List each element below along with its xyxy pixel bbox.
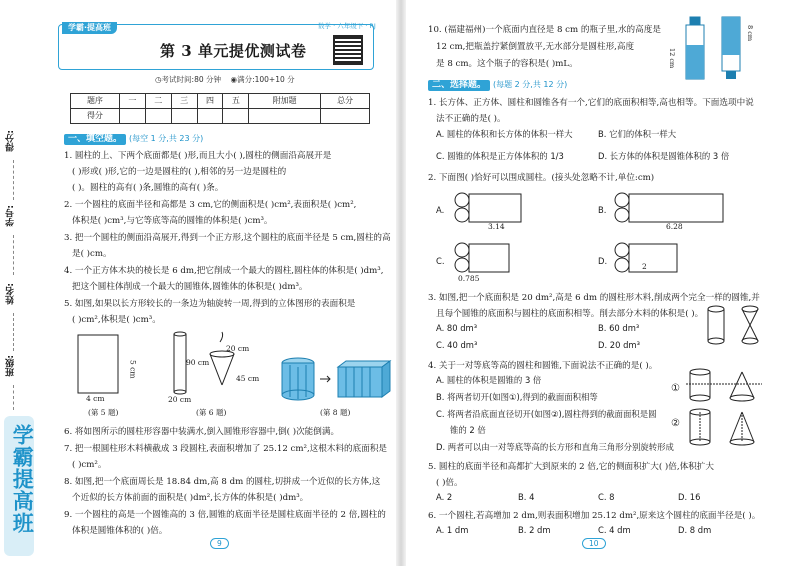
score-label: 得分: (6, 130, 16, 152)
choice-2-option-a[interactable]: A. (436, 205, 445, 215)
dashed-line (13, 235, 14, 275)
grade-tag: 数学 · 六年级下 · RJ (318, 22, 376, 30)
qr-code-icon (333, 35, 363, 65)
table-row-label: 得分 (71, 109, 120, 124)
question-4-line-1: 4. 一个正方体木块的棱长是 6 dm,把它削成一个最大的圆柱,圆柱体的体积是( )dm³, (64, 266, 384, 276)
choice-3-line-1: 3. 如图,把一个底面积是 20 dm²,高是 6 dm 的圆柱形木料,削成两个完全一样的圆锥,并 (428, 293, 760, 303)
table-header: 二 (145, 94, 171, 109)
choice-6-option-b[interactable]: B. 2 dm (518, 525, 551, 535)
figure-6-cone-height: 45 cm (236, 374, 260, 383)
exam-time: ◷考试时间:80 分钟 (155, 75, 221, 84)
choice-5-line-1: 5. 圆柱的底面半径和高都扩大到原来的 2 倍,它的侧面积扩大( )倍,体积扩大 (428, 462, 714, 472)
choice-3-cylinder-cones (706, 305, 766, 345)
figure-6-cylinder-cone (160, 330, 250, 405)
choice-1-line-2: 法不正确的是( )。 (436, 114, 506, 124)
page-number-right: 10 (582, 538, 606, 549)
table-header: 四 (197, 94, 223, 109)
choice-2-option-c[interactable]: C. (436, 256, 445, 266)
class-label: 班级: (6, 355, 16, 377)
choice-6-option-a[interactable]: A. 1 dm (436, 525, 469, 535)
student-info-strip (0, 0, 38, 566)
question-5-line-2: ( )cm²,体积是( )cm³。 (72, 315, 161, 325)
figure-6-cylinder-height: 90 cm (186, 358, 210, 367)
figure-5-width: 4 cm (86, 394, 105, 403)
choice-5-option-a[interactable]: A. 2 (436, 492, 453, 502)
choice-3-line-2: 且每个圆锥的底面积与圆柱的底面积相等。削去部分木料的体积是( )。 (436, 309, 704, 319)
question-9-line-2: 体积是圆锥体积的( )倍。 (72, 526, 168, 536)
caption-figure-8: (第 8 题) (320, 408, 351, 417)
choice-1-option-d[interactable]: D. 长方体的体积是圆锥体积的 3 倍 (598, 151, 730, 161)
choice-5-line-2: ( )倍。 (436, 478, 463, 488)
table-header: 附加题 (249, 94, 321, 109)
choice-2-a-length: 3.14 (488, 222, 505, 231)
question-3-line-1: 3. 把一个圆柱的侧面沿高展开,得到一个正方形,这个圆柱的底面半径是 5 cm,圆柱的高 (64, 233, 391, 243)
question-1-line-3: ( )。圆柱的高有( )条,圆锥的高有( )条。 (72, 183, 224, 193)
choice-4-marker-2: ② (671, 418, 680, 429)
figure-5-height: 5 cm (128, 360, 138, 379)
table-header: 三 (171, 94, 197, 109)
choice-1-option-c[interactable]: C. 圆锥的体积是正方体体积的 1/3 (436, 151, 564, 161)
choice-1-option-a[interactable]: A. 圆柱的体积和长方体的体积一样大 (436, 129, 573, 139)
score-cell[interactable] (119, 109, 145, 124)
score-cell[interactable] (171, 109, 197, 124)
exam-meta (155, 75, 295, 84)
choice-2-net-d (614, 242, 680, 274)
score-cell[interactable] (249, 109, 321, 124)
section-choice-heading (428, 80, 567, 91)
choice-1-line-1: 1. 长方体、正方体、圆柱和圆锥各有一个,它们的底面积相等,高也相等。下面选项中说 (428, 98, 754, 108)
choice-2-c-length: 0.785 (458, 274, 480, 283)
choice-4-option-a[interactable]: A. 圆柱的体积是圆锥的 3 倍 (436, 375, 542, 385)
table-row (71, 109, 370, 124)
question-8-line-2: 个近似的长方体前面的面积是( )dm²,长方体的体积是( )dm³。 (72, 493, 309, 503)
choice-2-question: 2. 下面图( )恰好可以围成圆柱。(接头处忽略不计,单位:cm) (428, 173, 655, 183)
question-5-line-1: 5. 如图,如果以长方形较长的一条边为轴旋转一周,得到的立体图形的表面积是 (64, 299, 356, 309)
name-label: 姓名: (6, 283, 16, 305)
section-note: (每题 2 分,共 12 分) (493, 80, 568, 89)
score-cell[interactable] (145, 109, 171, 124)
question-2-line-1: 2. 一个圆柱的底面半径和高都是 3 cm,它的侧面积是( )cm²,表面积是( )cm², (64, 200, 357, 210)
section-title: 一、填空题。 (64, 134, 126, 145)
question-10-line-3: 是 8 cm。这个瓶子的容积是( )mL。 (436, 59, 578, 69)
choice-5-option-b[interactable]: B. 4 (518, 492, 535, 502)
figure-8-cylinder-to-cuboid (280, 355, 390, 405)
figure-6-cone-diameter: 20 cm (226, 344, 250, 353)
choice-3-option-b[interactable]: B. 60 dm³ (598, 323, 640, 333)
score-table (70, 93, 370, 124)
section-note: (每空 1 分,共 23 分) (129, 134, 204, 143)
right-page (406, 0, 800, 566)
dashed-line (13, 385, 14, 410)
table-row (71, 94, 370, 109)
choice-4-question: 4. 关于一对等底等高的圆柱和圆锥,下面说法不正确的是( )。 (428, 361, 658, 371)
choice-4-solids (686, 368, 766, 448)
choice-2-d-length: 2 (642, 262, 647, 271)
exam-full-score: ◉满分:100+10 分 (230, 75, 295, 84)
question-9-line-1: 9. 一个圆柱的高是一个圆锥高的 3 倍,圆锥的底面半径是圆柱底面半径的 2 倍,圆柱的 (64, 510, 386, 520)
section-title: 二、选择题。 (428, 80, 490, 91)
caption-figure-5: (第 5 题) (88, 408, 119, 417)
score-cell[interactable] (321, 109, 370, 124)
question-6: 6. 将如图所示的圆柱形容器中装满水,倒入圆锥形容器中,倒( )次能倒满。 (64, 427, 340, 437)
choice-6-question: 6. 一个圆柱,若高增加 2 dm,则表面积增加 25.12 dm²,原来这个圆柱的底面半径是( )。 (428, 511, 761, 521)
choice-4-option-d[interactable]: D. 两者可以由一对等底等高的长方形和直角三角形分别旋转形成 (436, 442, 674, 452)
dashed-line (13, 313, 14, 351)
question-7-line-1: 7. 把一根圆柱形木料横截成 3 段圆柱,表面积增加了 25.12 cm²,这根木料的底面积是 (64, 444, 388, 454)
question-1-line-2: ( )形或( )形,它的一边是圆柱的( ),相邻的另一边是圆柱的 (72, 167, 287, 177)
question-10-line-2: 12 cm,把瓶盖拧紧倒置放平,无水部分是圆柱形,高度 (436, 42, 635, 52)
question-3-line-2: 是( )cm。 (72, 249, 112, 259)
table-header: 总分 (321, 94, 370, 109)
choice-2-net-c (454, 242, 514, 274)
choice-4-option-c-line-2: 锥的 2 倍 (450, 425, 486, 435)
brand-vertical-text: 学霸提高班 (10, 424, 35, 534)
score-cell[interactable] (197, 109, 223, 124)
choice-6-option-c[interactable]: C. 4 dm (598, 525, 631, 535)
question-7-line-2: ( )cm²。 (72, 460, 107, 470)
figure-6-cylinder-diameter: 20 cm (168, 395, 192, 404)
choice-3-option-c[interactable]: C. 40 dm³ (436, 340, 478, 350)
choice-3-option-d[interactable]: D. 20 dm³ (598, 340, 640, 350)
question-4-line-2: 把这个圆柱体削成一个最大的圆锥体,圆锥体的体积是( )dm³。 (72, 282, 308, 292)
choice-1-option-b[interactable]: B. 它们的体积一样大 (598, 129, 677, 139)
choice-2-option-d[interactable]: D. (598, 256, 608, 266)
brand-vertical-logo (4, 416, 34, 556)
dashed-line (13, 160, 14, 200)
choice-2-net-a (454, 192, 524, 224)
question-1-line-1: 1. 圆柱的上、下两个底面都是( )形,而且大小( ),圆柱的侧面沿高展开是 (64, 151, 332, 161)
choice-2-option-b[interactable]: B. (598, 205, 607, 215)
choice-2-net-b (614, 192, 726, 224)
choice-5-option-c[interactable]: C. 8 (598, 492, 615, 502)
choice-3-option-a[interactable]: A. 80 dm³ (436, 323, 478, 333)
student-id-label: 学号: (6, 205, 16, 227)
question-8-line-1: 8. 如图,把一个底面周长是 18.84 dm,高 8 dm 的圆柱,切拼成一个近似的长方体,这 (64, 477, 381, 487)
choice-6-option-d[interactable]: D. 8 dm (678, 525, 712, 535)
brand-tag: 学霸·提高班 (62, 22, 117, 34)
figure-10-air-height: 8 cm (746, 25, 755, 42)
choice-2-b-length: 6.28 (666, 222, 683, 231)
choice-4-marker-1: ① (671, 383, 680, 394)
choice-4-option-b[interactable]: B. 将两者切开(如图①),得到的截面面积相等 (436, 392, 598, 402)
question-2-line-2: 体积是( )cm³,与它等底等高的圆锥的体积是( )cm³。 (72, 216, 273, 226)
caption-figure-6: (第 6 题) (196, 408, 227, 417)
section-fill-blank-heading (64, 134, 203, 145)
table-header: 五 (223, 94, 249, 109)
table-header: 一 (119, 94, 145, 109)
question-10-line-1: 10. (福建福州)一个底面内直径是 8 cm 的瓶子里,水的高度是 (428, 25, 661, 35)
score-cell[interactable] (223, 109, 249, 124)
choice-4-option-c-line-1[interactable]: C. 将两者沿底面直径切开(如图②),圆柱得到的截面面积是圆 (436, 409, 657, 419)
page-number-left: 9 (210, 538, 229, 549)
choice-5-option-d[interactable]: D. 16 (678, 492, 701, 502)
table-header: 题序 (71, 94, 120, 109)
paper-title: 第 3 单元提优测试卷 (160, 42, 307, 60)
figure-10-water-height: 12 cm (668, 48, 677, 69)
book-gutter (396, 0, 406, 566)
